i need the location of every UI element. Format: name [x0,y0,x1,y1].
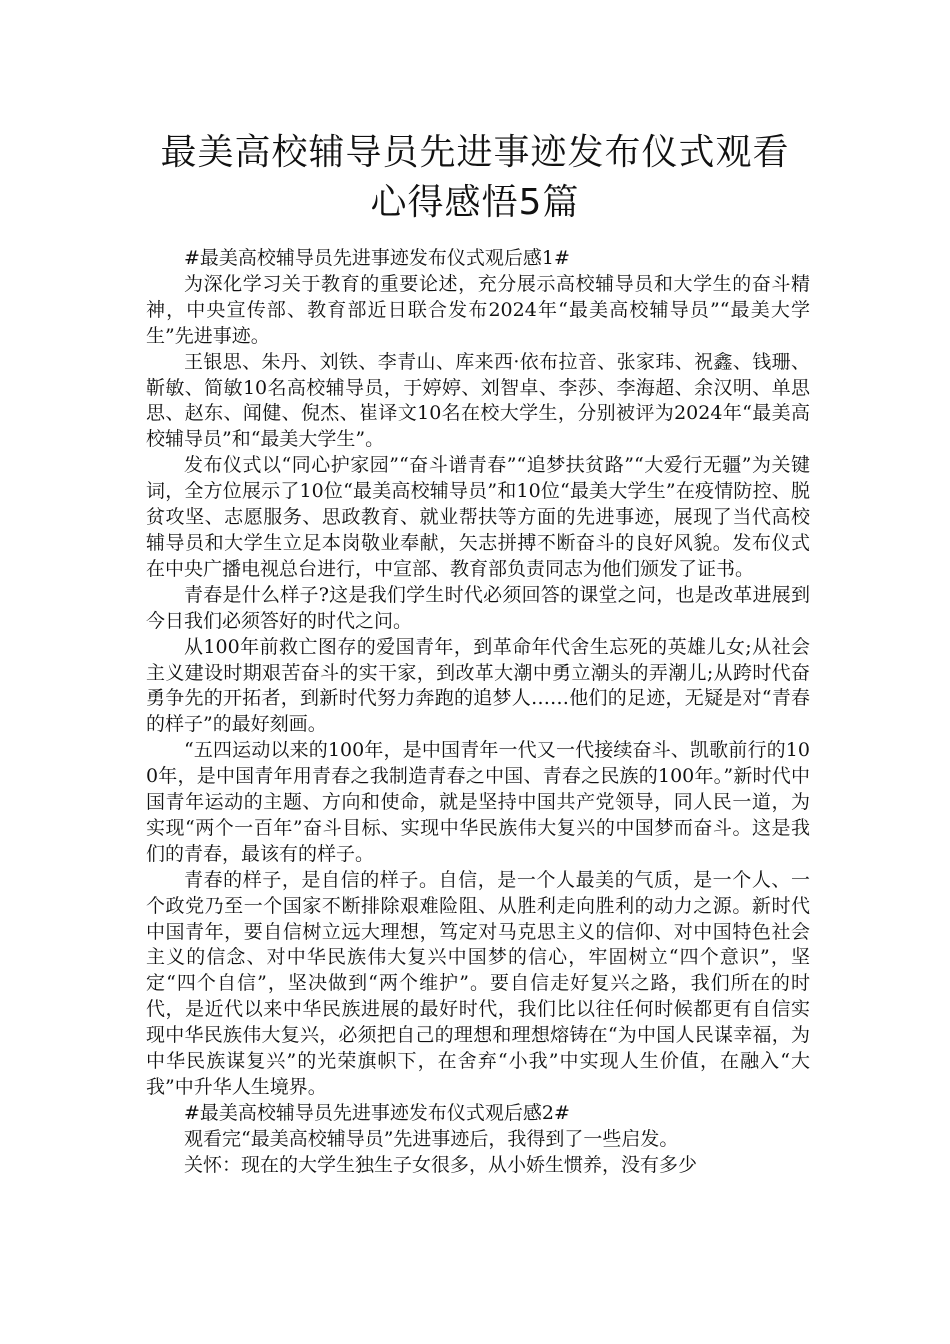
paragraph: 王银思、朱丹、刘铁、李青山、库来西·依布拉音、张家玮、祝鑫、钱珊、靳敏、简敏10名高校辅导员，于婷婷、刘智卓、李莎、李海超、余汉明、单思思、赵东、闻健、倪杰、崔译文10名在校大学生，分别被评为2024年“最美高校辅导员”和“最美大学生”。 [146,350,810,451]
document-body [146,246,810,1179]
paragraph: 关怀：现在的大学生独生子女很多，从小娇生惯养，没有多少 [184,1153,698,1176]
paragraph: 观看完“最美高校辅导员”先进事迹后，我得到了一些启发。 [184,1127,679,1150]
section-heading-2: #最美高校辅导员先进事迹发布仪式观后感2# [184,1101,570,1124]
paragraph: 青春的样子，是自信的样子。自信，是一个人最美的气质，是一个人、一个政党乃至一个国家不断排除艰难险阻、从胜利走向胜利的动力之源。新时代中国青年，要自信树立远大理想，笃定对马克思主义的信仰、对中国特色社会主义的信念、对中华民族伟大复兴中国梦的信心，牢固树立“四个意识”，坚定“四个自信”，坚决做到“两个维护”。要自信走好复兴之路，我们所在的时代，是近代以来中华民族进展的最好时代，我们比以往任何时候都更有自信实现中华民族伟大复兴，必须把自己的理想和理想熔铸在“为中国人民谋幸福，为中华民族谋复兴”的光荣旗帜下，在舍弃“小我”中实现人生价值，在融入“大我”中升华人生境界。 [146,868,810,1098]
document-title [90,128,860,228]
title-line-2: 心得感悟5篇 [370,182,580,223]
paragraph: 为深化学习关于教育的重要论述，充分展示高校辅导员和大学生的奋斗精神，中央宣传部、教育部近日联合发布2024年“最美高校辅导员”“最美大学生”先进事迹。 [146,272,810,347]
section-heading-1: #最美高校辅导员先进事迹发布仪式观后感1# [184,247,570,269]
paragraph: “五四运动以来的100年，是中国青年一代又一代接续奋斗、凯歌前行的100年，是中国青年用青春之我制造青春之中国、青春之民族的100年。”新时代中国青年运动的主题、方向和使命，就是坚持中国共产党领导，同人民一道，为实现“两个一百年”奋斗目标、实现中华民族伟大复兴的中国梦而奋斗。这是我们的青春，最该有的样子。 [146,739,810,865]
title-line-1: 最美高校辅导员先进事迹发布仪式观看 [160,132,790,173]
paragraph: 青春是什么样子?这是我们学生时代必须回答的课堂之问，也是改革进展到今日我们必须答好的时代之问。 [146,583,810,632]
paragraph: 从100年前救亡图存的爱国青年，到革命年代舍生忘死的英雄儿女;从社会主义建设时期艰苦奋斗的实干家，到改革大潮中勇立潮头的弄潮儿;从跨时代奋勇争先的开拓者，到新时代努力奔跑的追梦人……他们的足迹，无疑是对“青春的样子”的最好刻画。 [146,635,810,736]
paragraph: 发布仪式以“同心护家园”“奋斗谱青春”“追梦扶贫路”“大爱行无疆”为关键词，全方位展示了10位“最美高校辅导员”和10位“最美大学生”在疫情防控、脱贫攻坚、志愿服务、思政教育、就业帮扶等方面的先进事迹，展现了当代高校辅导员和大学生立足本岗敬业奉献，矢志拼搏不断奋斗的良好风貌。发布仪式在中央广播电视总台进行，中宣部、教育部负责同志为他们颁发了证书。 [146,454,810,580]
